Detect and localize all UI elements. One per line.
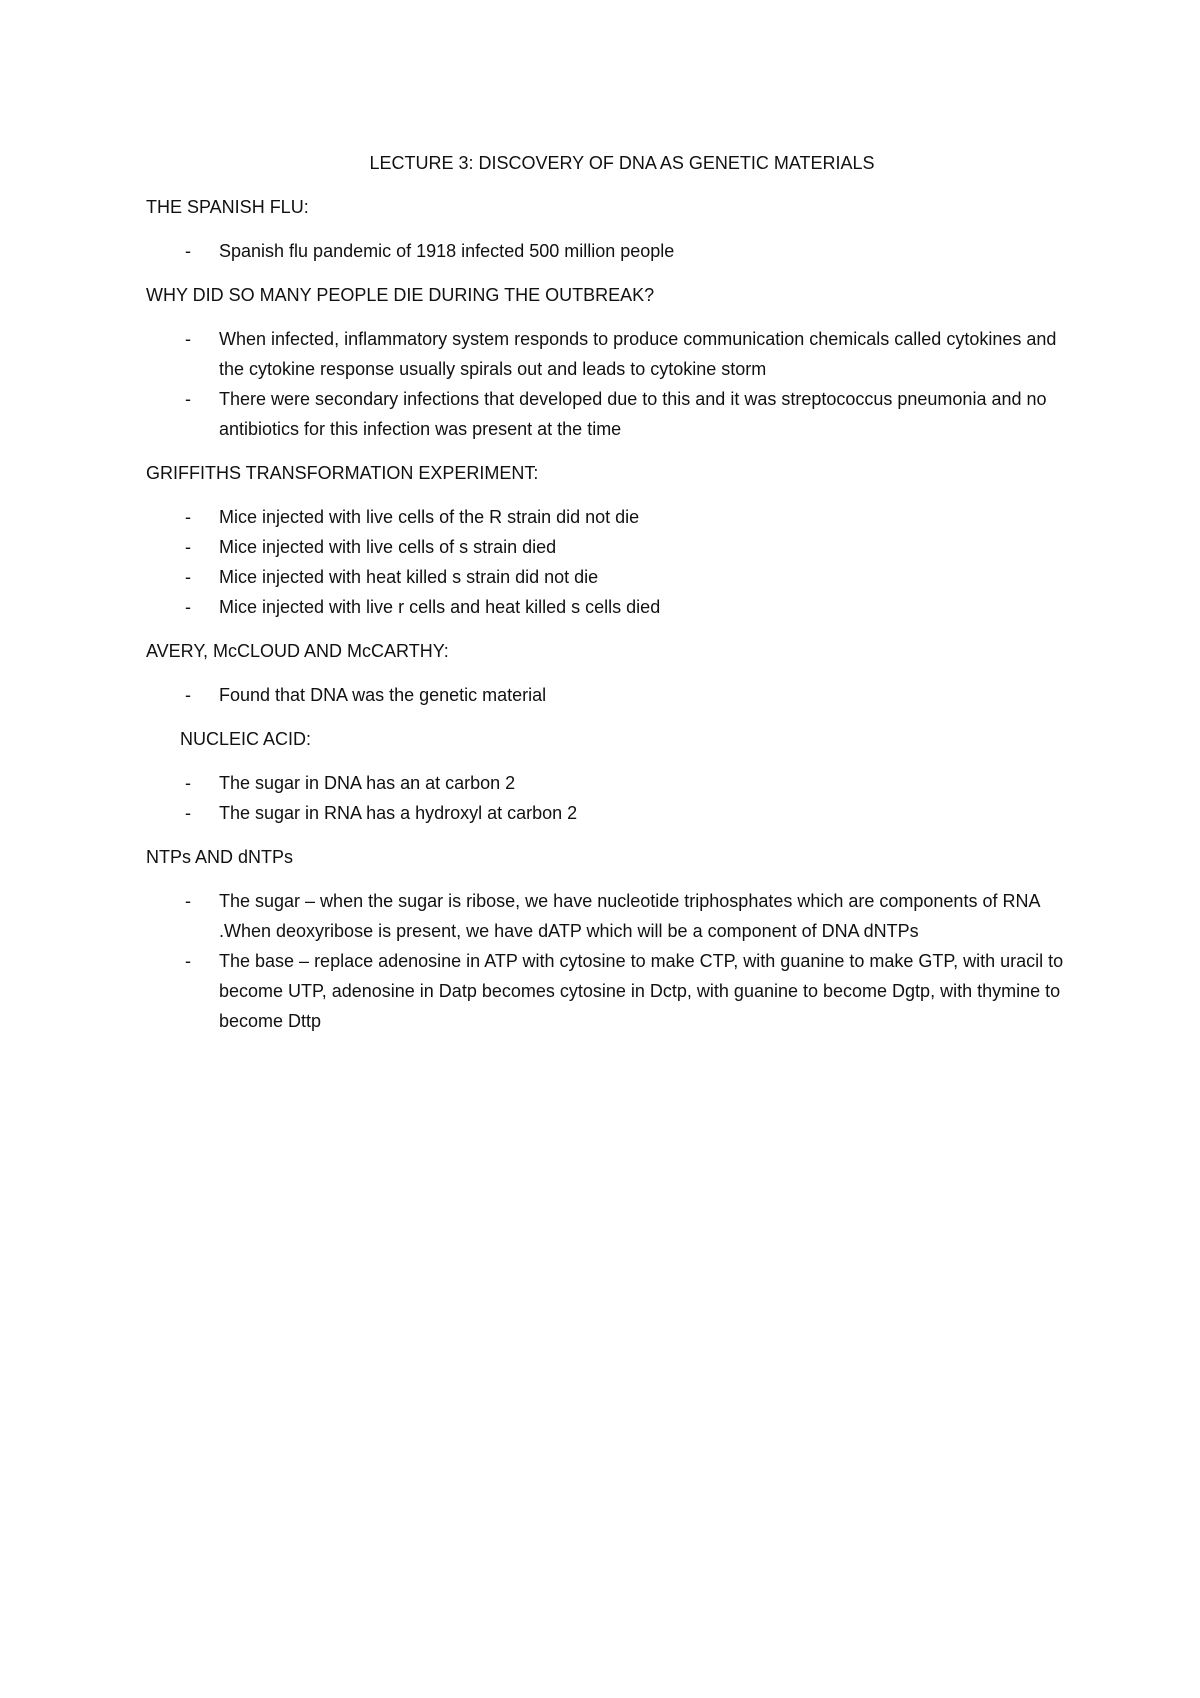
list-item	[146, 562, 1080, 592]
section-avery	[146, 636, 1080, 710]
list-item-text: Mice injected with live r cells and heat killed s cells died	[219, 597, 661, 617]
bullet-dash: -	[185, 329, 191, 349]
bullet-list	[146, 236, 1080, 266]
list-item-text: The sugar in RNA has a hydroxyl at carbon 2	[219, 803, 578, 823]
bullet-dash: -	[185, 951, 191, 971]
list-item-text: Spanish flu pandemic of 1918 infected 500 million people	[219, 241, 675, 261]
bullet-dash: -	[185, 241, 191, 261]
page-title: LECTURE 3: DISCOVERY OF DNA AS GENETIC MATERIALS	[369, 153, 875, 173]
bullet-list	[146, 886, 1080, 1036]
bullet-list	[146, 768, 1080, 828]
list-item	[146, 324, 1080, 384]
section-heading: WHY DID SO MANY PEOPLE DIE DURING THE OUTBREAK?	[146, 285, 655, 305]
bullet-dash: -	[185, 891, 191, 911]
bullet-dash: -	[185, 567, 191, 587]
list-item	[146, 798, 1080, 828]
bullet-dash: -	[185, 597, 191, 617]
list-item	[146, 946, 1080, 1036]
section-heading: THE SPANISH FLU:	[146, 197, 309, 217]
list-item	[146, 768, 1080, 798]
section-heading: NUCLEIC ACID:	[180, 729, 312, 749]
list-item	[146, 886, 1080, 946]
bullet-dash: -	[185, 389, 191, 409]
list-item-text: Mice injected with live cells of the R strain did not die	[219, 507, 640, 527]
list-item-text: Found that DNA was the genetic material	[219, 685, 547, 705]
bullet-dash: -	[185, 507, 191, 527]
bullet-dash: -	[185, 803, 191, 823]
section-heading: GRIFFITHS TRANSFORMATION EXPERIMENT:	[146, 463, 539, 483]
section-griffiths	[146, 458, 1080, 622]
list-item	[146, 502, 1080, 532]
bullet-list	[146, 680, 1080, 710]
bullet-dash: -	[185, 685, 191, 705]
list-item	[146, 384, 1080, 444]
list-item	[146, 532, 1080, 562]
list-item-text: There were secondary infections that developed due to this and it was streptococcus pneumonia and no antibiotics for this infection was present at the time	[219, 389, 1047, 439]
list-item-text: Mice injected with heat killed s strain did not die	[219, 567, 599, 587]
list-item-text: When infected, inflammatory system responds to produce communication chemicals called cytokines and the cytokine response usually spirals out and leads to cytokine storm	[219, 329, 1057, 379]
list-item-text: The sugar – when the sugar is ribose, we have nucleotide triphosphates which are components of RNA .When deoxyribose is present, we have dATP which will be a component of DNA dNTPs	[219, 891, 1040, 941]
section-why-die	[146, 280, 1080, 444]
section-nucleic-acid	[146, 724, 1080, 828]
bullet-list	[146, 502, 1080, 622]
section-spanish-flu	[146, 192, 1080, 266]
bullet-dash: -	[185, 773, 191, 793]
list-item-text: The base – replace adenosine in ATP with cytosine to make CTP, with guanine to make GTP, with uracil to become UTP, adenosine in Datp becomes cytosine in Dctp, with guanine to become Dgtp, with thymine to become Dttp	[219, 951, 1064, 1031]
section-ntps	[146, 842, 1080, 1036]
list-item	[146, 236, 1080, 266]
list-item	[146, 680, 1080, 710]
bullet-list	[146, 324, 1080, 444]
section-heading: NTPs AND dNTPs	[146, 847, 294, 867]
bullet-dash: -	[185, 537, 191, 557]
list-item-text: Mice injected with live cells of s strain died	[219, 537, 557, 557]
list-item-text: The sugar in DNA has an at carbon 2	[219, 773, 516, 793]
list-item	[146, 592, 1080, 622]
section-heading: AVERY, McCLOUD AND McCARTHY:	[146, 641, 449, 661]
